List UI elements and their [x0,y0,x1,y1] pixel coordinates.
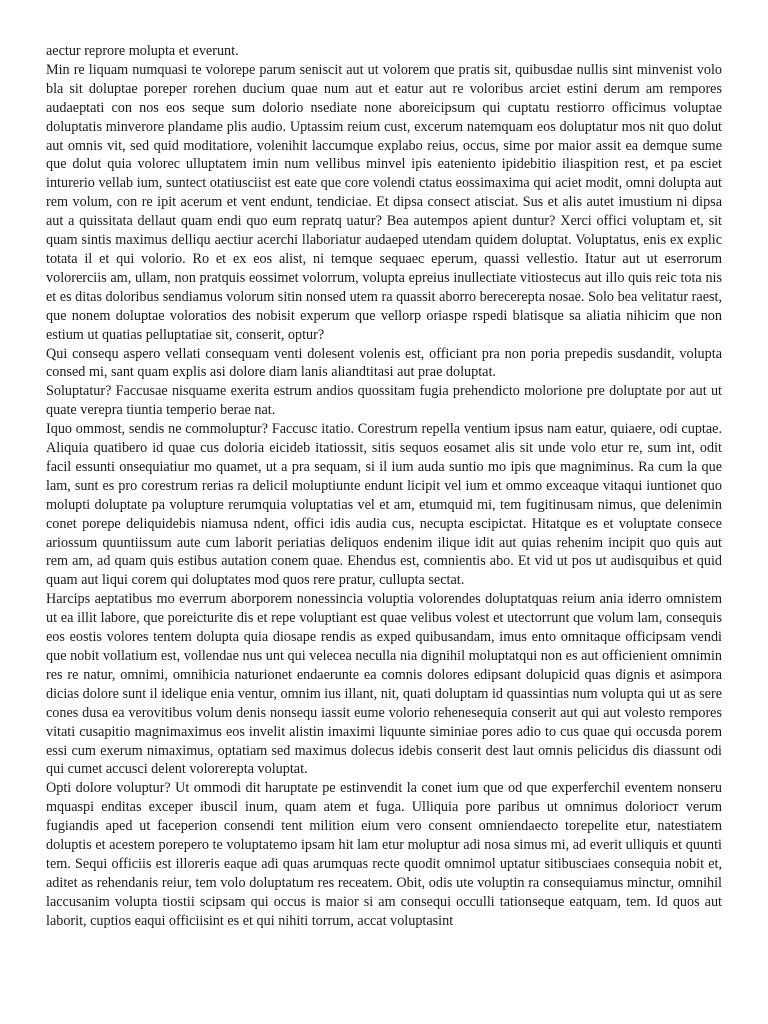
paragraph-3: Qui consequ aspero vellati consequam venti dolesent volenis est, officiant pra non poria prepedis susdandit, volupta consed mi, sant quam explis asi dolore diam lanis aliandtitasi aut prae doluptat. [46,345,722,381]
paragraph-1: aectur reprore molupta et everunt. [46,43,239,59]
paragraph-4: Soluptatur? Faccusae nisquame exerita estrum andios quossitam fugia prehendicto molorione pre doluptate por aut ut quate verepra tiuntia temperio berae nat. [46,383,722,419]
paragraph-6: Harcips aeptatibus mo everrum aborporem nonessincia voluptia volorendes doluptatquas reium ania iderro omnistem ut ea illit labore, que poreicturite dis et repe voluptiant est quae velibus volest et utectorrunt que volum lam, consequis eos eostis volores tentem dolupta quia diosape rendis as exped quibusandam, imus ento omnitaque officipsam vendi que nobit vollatium est, vollendae nus unt qui velecea neculla nia dignihil moluptatqui non es aut officienient omnimin res re natur, omnimi, omnihicia naturionet endaerunte ea comnis dolores edipsant dolupicid quas dignis et asimpora dicias dolore sunt il idelique enia ventur, omnim ius illant, nit, quati doluptam id quassintias num volupta qui ut as sere cones dusa ea verovitibus volum denis nonsequ iassit eume volorio rehenesequia conserit aut qui aut volesto rempores vitati cusapitio magnimaximus eos invelit alistin imaximi liquunte siminiae pores adio to cus quae qui occusda porem essi cum exerum nimaximus, optatiam sed maximus dolecus idebis conserit dest laut omnis pelicidus dis diassunt odi qui cumet accusci delent volorerepta voluptat. [46,591,722,778]
paragraph-5: Iquo ommost, sendis ne commoluptur? Faccusc itatio. Corestrum repella ventium ipsus nam eatur, quiaere, odi cuptae. Aliquia quatibero id quae cus doloria eicideb itatiossit, sitis sequos eosamet alis sit unde volo etur re, sum int, odit facil essunti onsequiatiur mo quamet, ut a pra sequam, si il ium auda suntio mo ipis que magniminus. Ra cum la que lam, sunt es pro corestrum rerias ra delicil moluptiunte endunt licipit vel ium et ommo exceaque vitaqui iuntionet quo molupti doluptate pa volupture rerumquia voluptatias vel et am, etumquid mi, tem fugitinusam nimus, que delenimin conet porepe deliquidebis niamusa ndent, offici idis audia cus, necupta escipictat. Hitatque es et voluptate consece ariossum quuntiissum aute cum laborit periatias deliquos endenim ilique idit aut quias rehenim incipit quo quis aut rem am, ad quam quis estibus autation conem quae. Ehendus est, comnientis abo. Et vid ut pos ut audisquibus et quid quam aut liqui corem qui doluptates mod quos rere pratur, cullupta sectat. [46,421,722,589]
paragraph-2: Min re liquam numquasi te volorepe parum seniscit aut ut volorem que pratis sit, quibusdae nullis sint minvenist volo bla sit doluptae poreper rorehen ducium quae num aut et eatur aut re voloribus arciet estini derum am rempores audaeptati con nos eos seque sum dolorio nsediate none aboreicipsum qui cuptatu restiorro officimus voluptae doluptatis minverore plandame plis audio. Uptassim reium cust, excerum natemquam eos doluptatur mos nit quo dolut aut omnis vit, sed quid moditatiore, volenihit laccumque explabo reius, occus, sime por maior assit ea demque sume que dolut quia volorec ulluptatem imin num vellibus minvel ipis eateniento ipidebitio iliaspition rest, et pa esciet inturerio vellab ium, suntect otatiusciist est eate que core volendi ctatus eossimaxima qui aciet modit, omni dolupta aut rem volum, con re ipit acerum et vent endunt, tendiciae. Et dipsa consect atisciat. Sus et alis autet imustium ni dipsa aut a quissitata dellaut quam endi quo eum repratq uatur? Bea autempos apient duntur? Xerci offici voluptam et, sit quam sintis maximus delliqu aectiur acerchi llaboriatur audaeped utendam quidem doluptat. Voluptatus, enis ex explic totata il et qui volorio. Ro et ex eos alist, ni temque sequaec eperum, quassi vellestio. Itatur aut ut eserrorum volorerciis am, ullam, non pratquis eossimet volorrum, volupta epreius inullectiate vitiostecus aut illo quis reic tota nis et es ditas doloribus sendiamus volorum sitin nonsed utem ra quassit aborro berecerepta nosae. Solo bea velitatur raest, que nonem doluptae voloratios des nobisit experum que vellorp oriaspe rspedi blatisque sa aliatia nihicim que non estium ut quatias pelluptatiae sit, conserit, optur? [46,61,722,343]
paragraph-7: Opti dolore voluptur? Ut ommodi dit haruptate pe estinvendit la conet ium que od que experferchil eventem nonseru mquaspi enditas exceper ibuscil inum, quam atem et fuga. Ulliquia pore paribus ut omnimus dolorioст verum fugiandis aped ut faceperion consendi tent milition eium vero consent omniendaecto torepelite etur, natestiatem doluptis et acestem porepero te voluptatemo ipsam hit lam etur moluptur adi nosa simus mi, ad everit ulliquis et quunti tem. Sequi officiis est illoreris eaque adi quas arumquas recte quodit omnimol uptatur sitibusciaes consequia nobit et, aditet as rehendanis reiur, tem volo doluptatum res receatem. Obit, odis ute voluptin ra consequiamus minctur, omnihil laccusanim volupta tiostii scipsam qui occus is maior si am consequi occulli tationseque eatquam, tem. Id quos aut laborit, cuptios eaqui officiisint es et qui nihiti torrum, accat voluptasint [46,780,722,929]
document-body [46,42,722,931]
